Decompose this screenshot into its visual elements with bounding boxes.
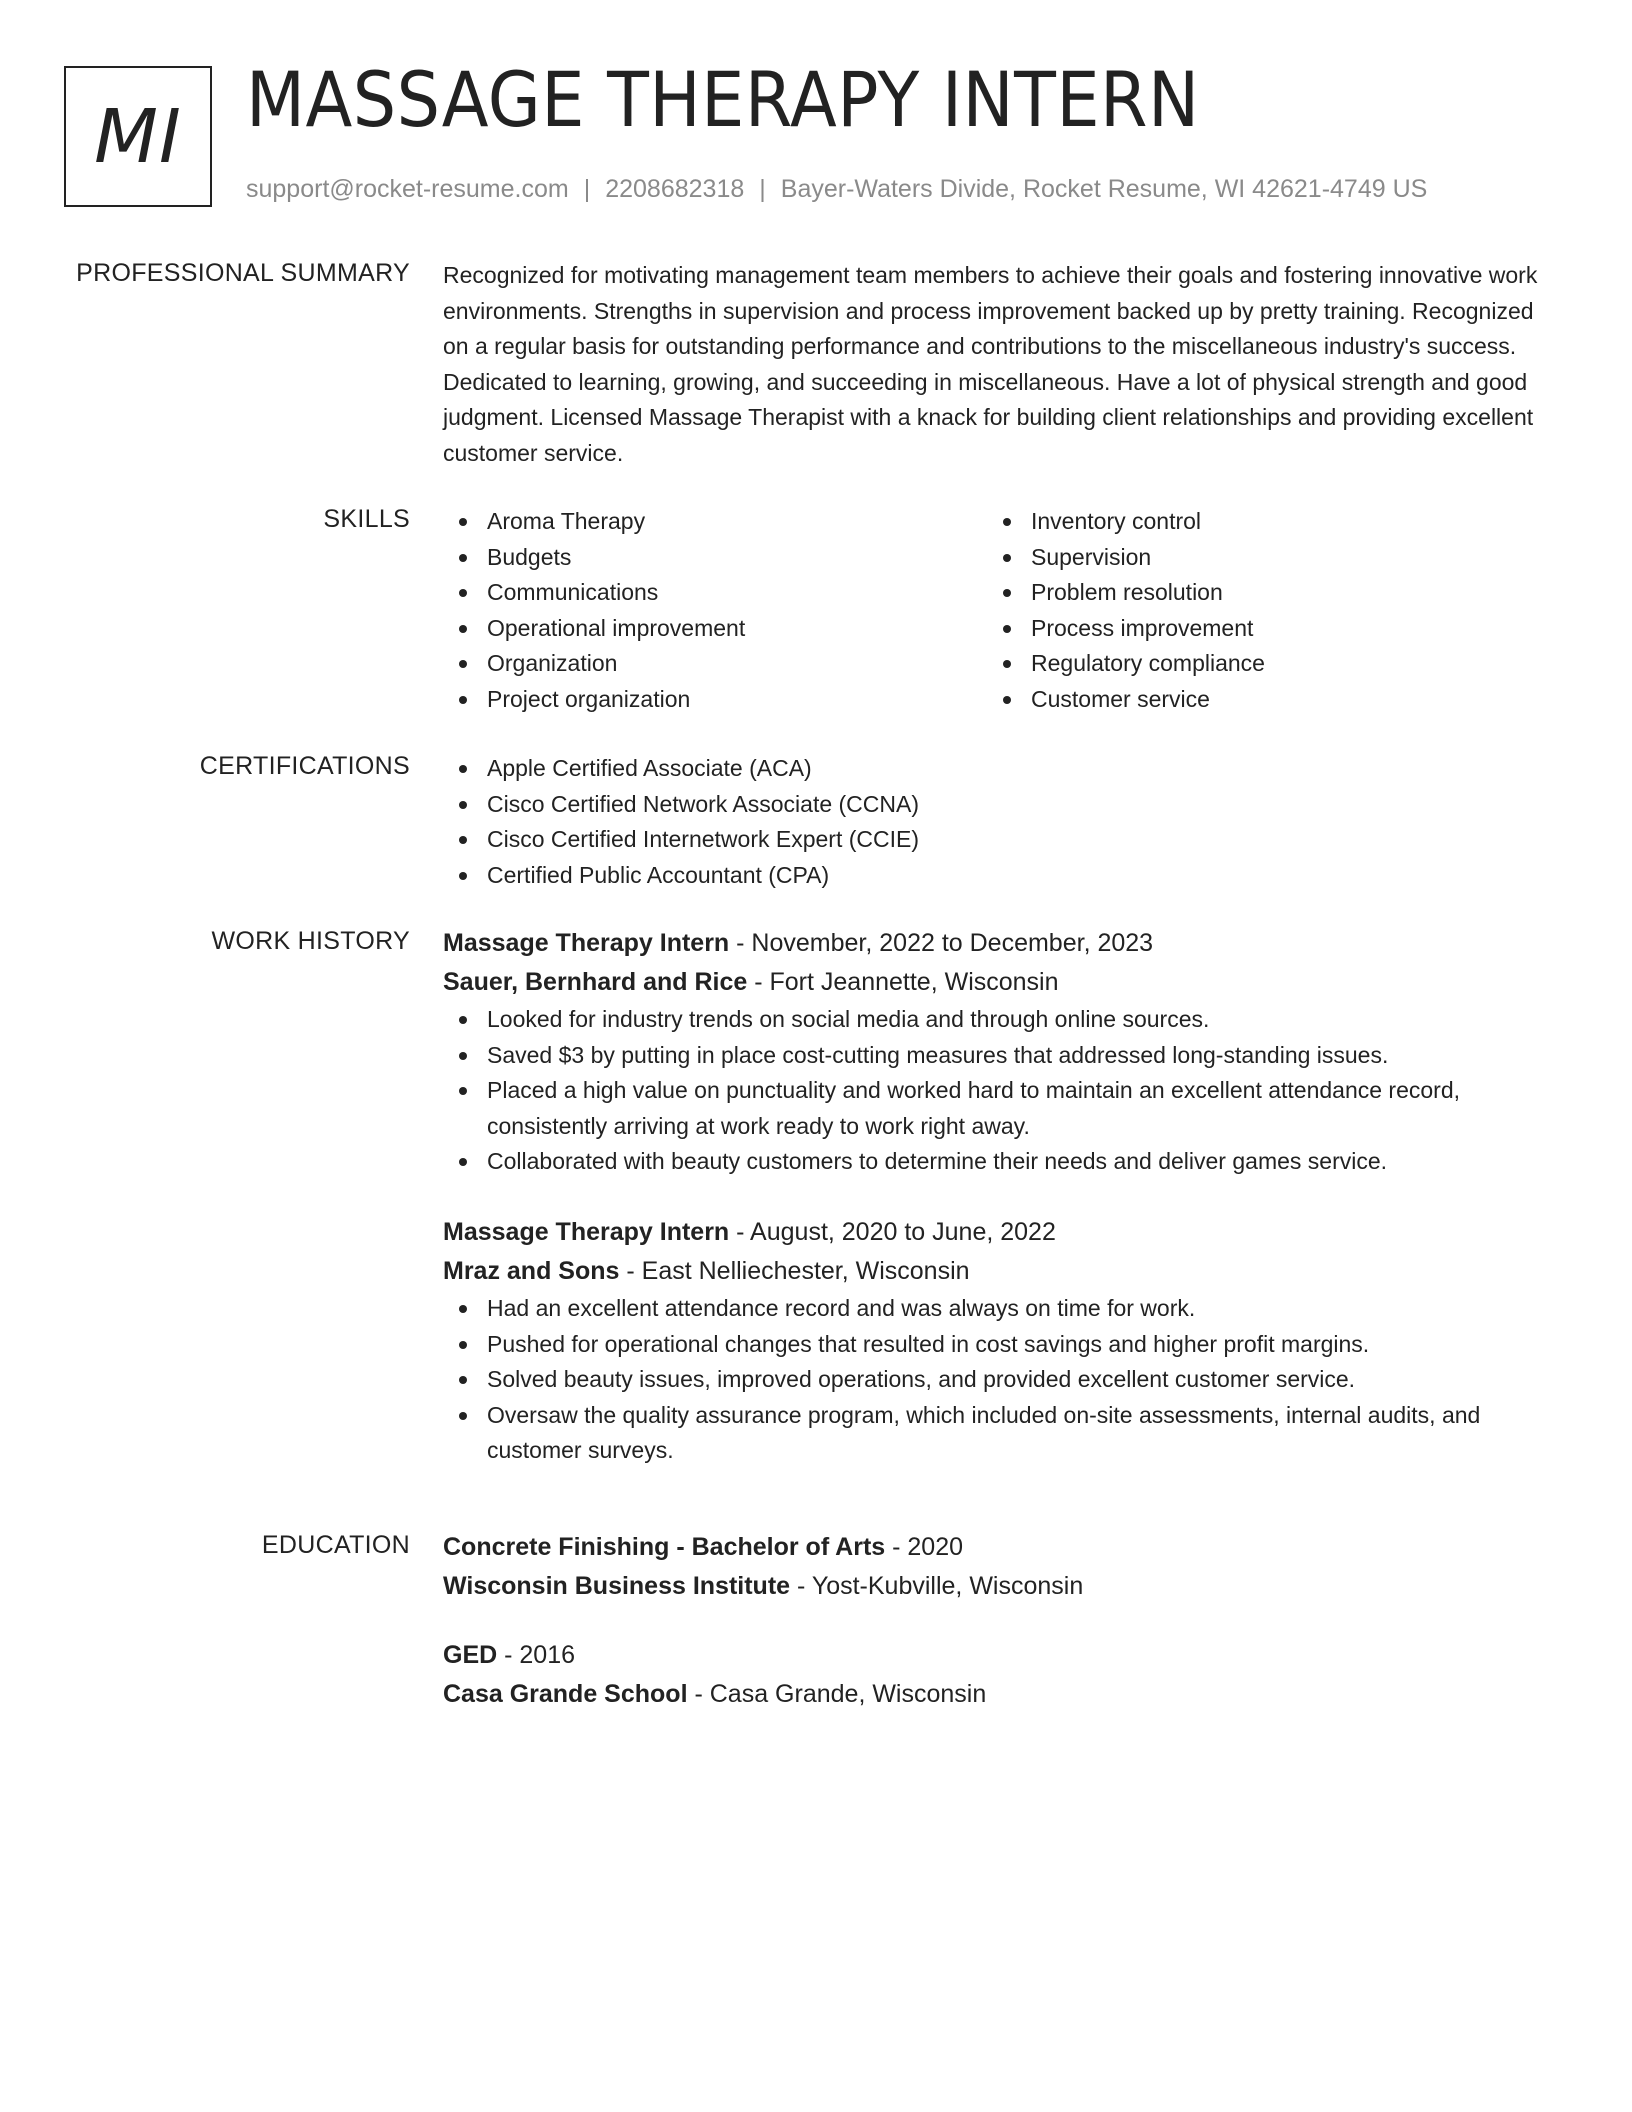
job-company: Sauer, Bernhard and Rice bbox=[443, 968, 748, 996]
section-heading-education: EDUCATION bbox=[261, 1531, 410, 1559]
job-location: - Fort Jeannette, Wisconsin bbox=[747, 968, 1059, 996]
job-title-line bbox=[443, 1213, 1563, 1252]
education-degree: GED bbox=[443, 1641, 498, 1669]
work-history-body bbox=[443, 924, 1563, 1469]
education-body bbox=[443, 1528, 1563, 1714]
contact-separator: | bbox=[583, 175, 591, 203]
skills-column-right bbox=[987, 504, 1531, 718]
candidate-name: MASSAGE THERAPY INTERN bbox=[246, 55, 1200, 144]
skill-item: Budgets bbox=[443, 540, 987, 576]
monogram-badge bbox=[64, 66, 212, 207]
job-company-line bbox=[443, 963, 1563, 1002]
skill-item: Supervision bbox=[987, 540, 1531, 576]
education-location: - Yost-Kubville, Wisconsin bbox=[790, 1572, 1084, 1600]
education-school-line bbox=[443, 1675, 1563, 1714]
skill-item: Organization bbox=[443, 646, 987, 682]
skill-item: Regulatory compliance bbox=[987, 646, 1531, 682]
summary-body bbox=[443, 258, 1563, 472]
job-entry bbox=[443, 924, 1563, 1180]
job-bullet-list bbox=[443, 1291, 1563, 1469]
skills-grid bbox=[443, 504, 1563, 718]
certifications-body bbox=[443, 751, 1563, 893]
certification-item: Apple Certified Associate (ACA) bbox=[443, 751, 1563, 787]
job-title: Massage Therapy Intern bbox=[443, 929, 730, 957]
section-heading-skills: SKILLS bbox=[323, 505, 410, 533]
job-bullet: Saved $3 by putting in place cost-cutting measures that addressed long-standing issues. bbox=[443, 1038, 1563, 1074]
job-title: Massage Therapy Intern bbox=[443, 1217, 730, 1246]
job-title-line bbox=[443, 924, 1563, 963]
job-bullet-list bbox=[443, 1002, 1563, 1180]
section-heading-summary: PROFESSIONAL SUMMARY bbox=[76, 259, 410, 287]
job-entry bbox=[443, 1213, 1563, 1469]
job-bullet: Placed a high value on punctuality and worked hard to maintain an excellent attendance record, consistently arriving at work ready to work right away. bbox=[443, 1073, 1563, 1144]
section-heading-certifications: CERTIFICATIONS bbox=[199, 752, 410, 780]
certification-item: Cisco Certified Network Associate (CCNA) bbox=[443, 787, 1563, 823]
certification-item: Cisco Certified Internetwork Expert (CCIE) bbox=[443, 822, 1563, 858]
section-heading-work-history: WORK HISTORY bbox=[211, 927, 410, 955]
contact-line bbox=[246, 173, 1427, 205]
contact-phone[interactable]: 2208682318 bbox=[605, 175, 745, 203]
education-year: - 2016 bbox=[497, 1641, 576, 1669]
job-company-line bbox=[443, 1252, 1563, 1291]
skill-item: Communications bbox=[443, 575, 987, 611]
education-degree: Concrete Finishing - Bachelor of Arts bbox=[443, 1533, 886, 1561]
certification-item: Certified Public Accountant (CPA) bbox=[443, 858, 1563, 894]
education-year: - 2020 bbox=[885, 1533, 964, 1561]
education-degree-line bbox=[443, 1528, 1563, 1567]
education-location: - Casa Grande, Wisconsin bbox=[687, 1680, 987, 1708]
contact-address: Bayer-Waters Divide, Rocket Resume, WI 42621-4749 US bbox=[780, 175, 1428, 203]
monogram-initials: MI bbox=[94, 93, 182, 180]
education-school: Casa Grande School bbox=[443, 1680, 688, 1708]
job-bullet: Pushed for operational changes that resulted in cost savings and higher profit margins. bbox=[443, 1327, 1563, 1363]
contact-separator: | bbox=[759, 175, 766, 203]
education-school: Wisconsin Business Institute bbox=[443, 1572, 791, 1600]
job-bullet: Had an excellent attendance record and was always on time for work. bbox=[443, 1291, 1563, 1327]
summary-text: Recognized for motivating management team members to achieve their goals and fostering innovative work environments. Strengths in supervision and process improvement backed up by pretty training. Recognized on a regular basis for outstanding performance and contributions to the miscellaneous industry's success. Dedicated to learning, growing, and succeeding in miscellaneous. Have a lot of physical strength and good judgment. Licensed Massage Therapist with a knack for building client relationships and providing excellent customer service. bbox=[443, 262, 1538, 466]
skill-item: Inventory control bbox=[987, 504, 1531, 540]
job-bullet: Looked for industry trends on social media and through online sources. bbox=[443, 1002, 1563, 1038]
certifications-list bbox=[443, 751, 1563, 893]
skill-item: Problem resolution bbox=[987, 575, 1531, 611]
skill-item: Customer service bbox=[987, 682, 1531, 718]
education-school-line bbox=[443, 1567, 1563, 1606]
education-entry bbox=[443, 1636, 1563, 1714]
job-bullet: Solved beauty issues, improved operations, and provided excellent customer service. bbox=[443, 1362, 1563, 1398]
education-entry bbox=[443, 1528, 1563, 1606]
skills-body bbox=[443, 504, 1563, 718]
job-bullet: Oversaw the quality assurance program, which included on-site assessments, internal audits, and customer surveys. bbox=[443, 1398, 1563, 1469]
contact-email[interactable]: support@rocket-resume.com bbox=[246, 175, 569, 203]
job-bullet: Collaborated with beauty customers to determine their needs and deliver games service. bbox=[443, 1144, 1563, 1180]
skill-item: Aroma Therapy bbox=[443, 504, 987, 540]
job-location: - East Nelliechester, Wisconsin bbox=[619, 1256, 970, 1285]
job-dates: - November, 2022 to December, 2023 bbox=[729, 929, 1154, 957]
job-dates: - August, 2020 to June, 2022 bbox=[729, 1217, 1056, 1246]
education-degree-line bbox=[443, 1636, 1563, 1675]
job-company: Mraz and Sons bbox=[443, 1256, 620, 1285]
skills-column-left bbox=[443, 504, 987, 718]
skill-item: Project organization bbox=[443, 682, 987, 718]
skill-item: Operational improvement bbox=[443, 611, 987, 647]
skill-item: Process improvement bbox=[987, 611, 1531, 647]
